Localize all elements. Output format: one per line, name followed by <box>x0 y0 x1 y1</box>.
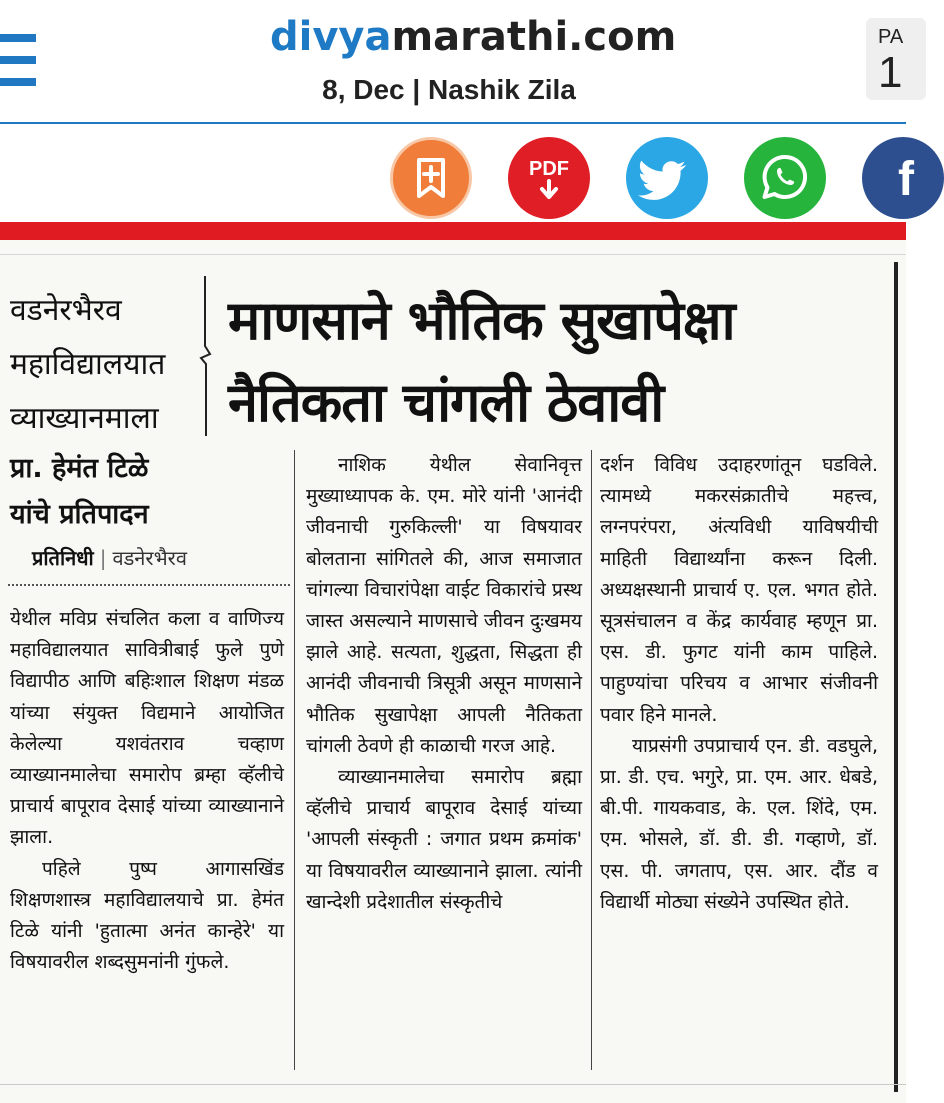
masthead-strip <box>0 222 906 240</box>
headline-line: माणसाने भौतिक सुखापेक्षा <box>228 289 735 352</box>
bookmark-button[interactable] <box>390 137 472 219</box>
bookmark-plus-icon <box>393 140 469 216</box>
article-headline <box>228 280 735 444</box>
article-kicker <box>10 284 165 446</box>
article-paragraph: व्याख्यानमालेचा समारोप ब्रह्मा व्हॅलीचे प्राचार्य बापूराव देसाई यांच्या 'आपली संस्कृती : जगात प्रथम क्रमांक' या विषयावरील व्याख्यानाने झाला. त्यांनी खान्देशी प्रदेशातील संस्कृतीचे <box>306 766 582 913</box>
column-divider <box>294 450 295 1070</box>
article-paragraph: पहिले पुष्प आगासखिंड शिक्षणशास्त्र महाविद्यालयाचे प्रा. हेमंत टिळे यांनी 'हुतात्मा अनंत कान्हेरे' या विषयावरील शब्दसुमनांनी गुंफले. <box>10 857 284 974</box>
edition-dateline: 8, Dec | Nashik Zila <box>322 74 576 105</box>
article-subheading <box>10 446 149 538</box>
svg-text:PDF: PDF <box>529 158 569 180</box>
twitter-share-button[interactable] <box>626 137 708 219</box>
article-paragraph: नाशिक येथील सेवानिवृत्त मुख्याध्यापक के. एम. मोरे यांनी 'आनंदी जीवनाची गुरुकिल्ली' या विषयावर बोलताना सांगितले की, आज समाजात चांगल्या विचारांपेक्षा वाईट विकारांचे प्रस्थ जास्त असल्याने माणसाचे जीवन दुःखमय झाले आहे. सत्यता, शुद्धता, सिद्धता ही आनंदी जीवनाची त्रिसूत्री असून माणसाने भौतिक सुखापेक्षा आपली नैतिकता चांगली ठेवणे ही काळाची गरज आहे. <box>306 454 582 757</box>
kicker-line: व्याख्यानमाला <box>10 401 159 436</box>
svg-text:f: f <box>898 153 914 206</box>
pdf-download-icon <box>508 137 590 219</box>
article-paragraph: दर्शन विविध उदाहरणांतून घडविले. त्यामध्ये मकरसंक्रातीचे महत्त्व, लग्नपरंपरा, अंत्यविधी याविषयीची माहिती विद्यार्थ्यांना करून दिली. अध्यक्षस्थानी प्राचार्य ए. एल. भगत होते. सूत्रसंचालन व केंद्र कार्यवाह म्हणून प्रा. एस. डी. फुगट यांनी काम पाहिले. पाहुण्यांचा परिचय व आभार संजीवनी पवार हिने मानले. <box>600 454 878 726</box>
subheading-line: प्रा. हेमंत टिळे <box>10 453 149 484</box>
article-paragraph: येथील मविप्र संचलित कला व वाणिज्य महाविद्यालयात सावित्रीबाई फुले पुणे विद्यापीठ आणि बहिःशाल शिक्षण मंडळ यांच्या संयुक्त विद्यमाने आयोजित केलेल्या यशवंतराव चव्हाण व्याख्यानमालेचा समारोप ब्रम्हा व्हॅलीचे प्राचार्य बापूराव देसाई यांच्या व्याख्यानाने झाला. <box>10 608 284 849</box>
subheading-line: यांचे प्रतिपादन <box>10 499 149 530</box>
dotted-divider <box>8 584 290 586</box>
kicker-separator <box>198 276 212 436</box>
byline-place: वडनेरभैरव <box>112 546 187 570</box>
site-logo[interactable]: divyamarathi.com <box>270 14 677 60</box>
page-label: PA <box>878 26 904 48</box>
byline-author: प्रतिनिधी <box>32 546 94 570</box>
article-column-2 <box>306 450 582 918</box>
article-column-3 <box>600 450 878 918</box>
article-byline <box>32 544 187 571</box>
newspaper-clipping <box>0 222 906 1103</box>
kicker-line: वडनेरभैरव <box>10 293 122 328</box>
kicker-line: महाविद्यालयात <box>10 347 166 382</box>
column-divider <box>591 450 592 1070</box>
page-number: 1 <box>878 48 903 97</box>
facebook-icon <box>862 137 944 219</box>
whatsapp-icon <box>744 137 826 219</box>
pdf-download-button[interactable] <box>508 137 590 219</box>
article-paragraph: याप्रसंगी उपप्राचार्य एन. डी. वडघुले, प्रा. डी. एच. भगुरे, प्रा. एम. आर. धेबडे, बी.पी. गायकवाड, के. एल. शिंदे, एम. एम. भोसले, डॉ. डी. डी. गव्हाणे, डॉ. एस. पी. जगताप, एस. आर. दौंड व विद्यार्थी मोठ्या संख्येने उपस्थित होते. <box>600 734 878 913</box>
facebook-share-button[interactable] <box>862 137 944 219</box>
byline-separator: | <box>99 546 107 570</box>
twitter-bird-icon <box>626 137 708 219</box>
article-column-1 <box>10 604 284 978</box>
app-header <box>0 0 906 124</box>
column-border <box>894 262 898 1092</box>
whatsapp-share-button[interactable] <box>744 137 826 219</box>
divider <box>0 254 906 255</box>
page-selector[interactable] <box>866 18 926 100</box>
headline-line: नैतिकता चांगली ठेवावी <box>228 371 664 434</box>
divider <box>0 1084 906 1085</box>
